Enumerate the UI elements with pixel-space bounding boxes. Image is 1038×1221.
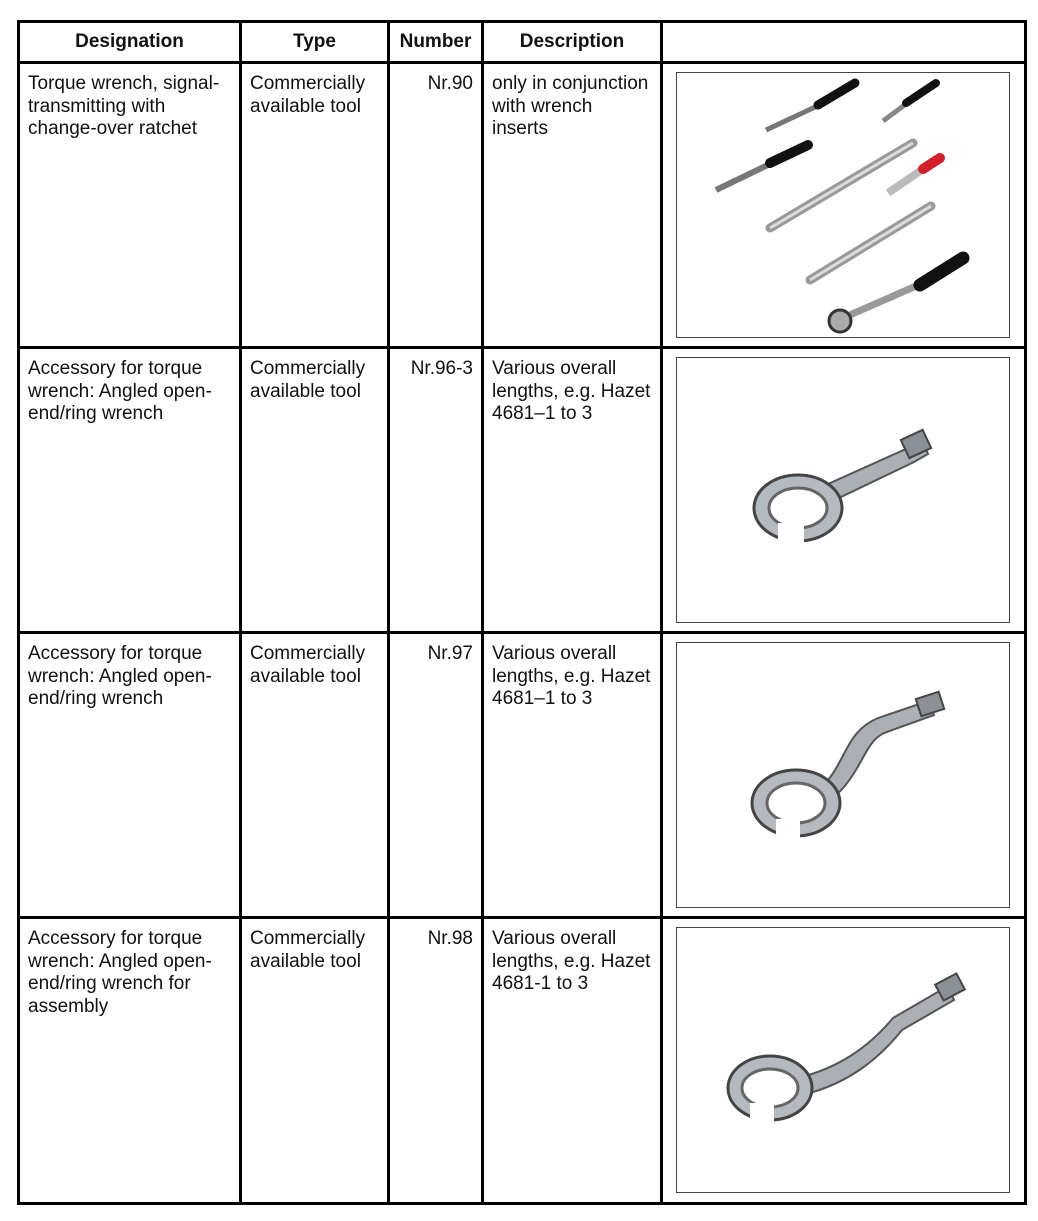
type-cell bbox=[241, 918, 389, 1204]
type-text: Commercially available tool bbox=[250, 928, 366, 972]
header-type: Type bbox=[241, 22, 389, 63]
description-text: Various overall lengths, e.g. Hazet 4681–1 to 3 bbox=[492, 358, 651, 424]
number-text: Nr.90 bbox=[427, 73, 473, 94]
torque-wrench-set-image bbox=[676, 72, 1010, 338]
number-text: Nr.98 bbox=[427, 928, 473, 949]
designation-cell bbox=[19, 63, 241, 348]
description-text: Various overall lengths, e.g. Hazet 4681–1 to 3 bbox=[492, 643, 651, 709]
image-cell bbox=[662, 918, 1026, 1204]
type-text: Commercially available tool bbox=[250, 358, 366, 402]
designation-text: Accessory for torque wrench: Angled open-end/ring wrench for assembly bbox=[28, 928, 212, 1017]
torque-wrench-set-icon bbox=[677, 73, 1009, 337]
designation-cell bbox=[19, 633, 241, 918]
number-text: Nr.97 bbox=[427, 643, 473, 664]
number-cell bbox=[389, 633, 483, 918]
number-cell bbox=[389, 918, 483, 1204]
header-description: Description bbox=[483, 22, 662, 63]
angled-ring-wrench-short-image bbox=[676, 357, 1010, 623]
header-row bbox=[19, 22, 1026, 63]
description-cell bbox=[483, 918, 662, 1204]
designation-cell bbox=[19, 918, 241, 1204]
header-number: Number bbox=[389, 22, 483, 63]
number-text: Nr.96-3 bbox=[410, 358, 473, 379]
angled-ring-wrench-medium-icon bbox=[677, 643, 1009, 907]
designation-cell bbox=[19, 348, 241, 633]
header-designation: Designation bbox=[19, 22, 241, 63]
description-cell bbox=[483, 63, 662, 348]
type-cell bbox=[241, 633, 389, 918]
designation-text: Torque wrench, signal-transmitting with change-over ratchet bbox=[28, 73, 220, 139]
angled-ring-wrench-medium-image bbox=[676, 642, 1010, 908]
number-cell bbox=[389, 348, 483, 633]
type-cell bbox=[241, 63, 389, 348]
description-cell bbox=[483, 633, 662, 918]
table-row bbox=[19, 63, 1026, 348]
tools-table bbox=[17, 20, 1027, 1205]
description-cell bbox=[483, 348, 662, 633]
number-cell bbox=[389, 63, 483, 348]
angled-ring-wrench-short-icon bbox=[677, 358, 1009, 622]
type-cell bbox=[241, 348, 389, 633]
designation-text: Accessory for torque wrench: Angled open-end/ring wrench bbox=[28, 643, 212, 709]
description-text: Various overall lengths, e.g. Hazet 4681-1 to 3 bbox=[492, 928, 651, 994]
angled-ring-wrench-long-image bbox=[676, 927, 1010, 1193]
table-row bbox=[19, 348, 1026, 633]
image-cell bbox=[662, 63, 1026, 348]
type-text: Commercially available tool bbox=[250, 643, 366, 687]
image-cell bbox=[662, 348, 1026, 633]
type-text: Commercially available tool bbox=[250, 73, 366, 117]
image-cell bbox=[662, 633, 1026, 918]
table-row bbox=[19, 918, 1026, 1204]
description-text: only in conjunction with wrench inserts bbox=[492, 73, 649, 139]
designation-text: Accessory for torque wrench: Angled open-end/ring wrench bbox=[28, 358, 212, 424]
table-row bbox=[19, 633, 1026, 918]
header-image bbox=[662, 22, 1026, 63]
angled-ring-wrench-long-icon bbox=[677, 928, 1009, 1192]
